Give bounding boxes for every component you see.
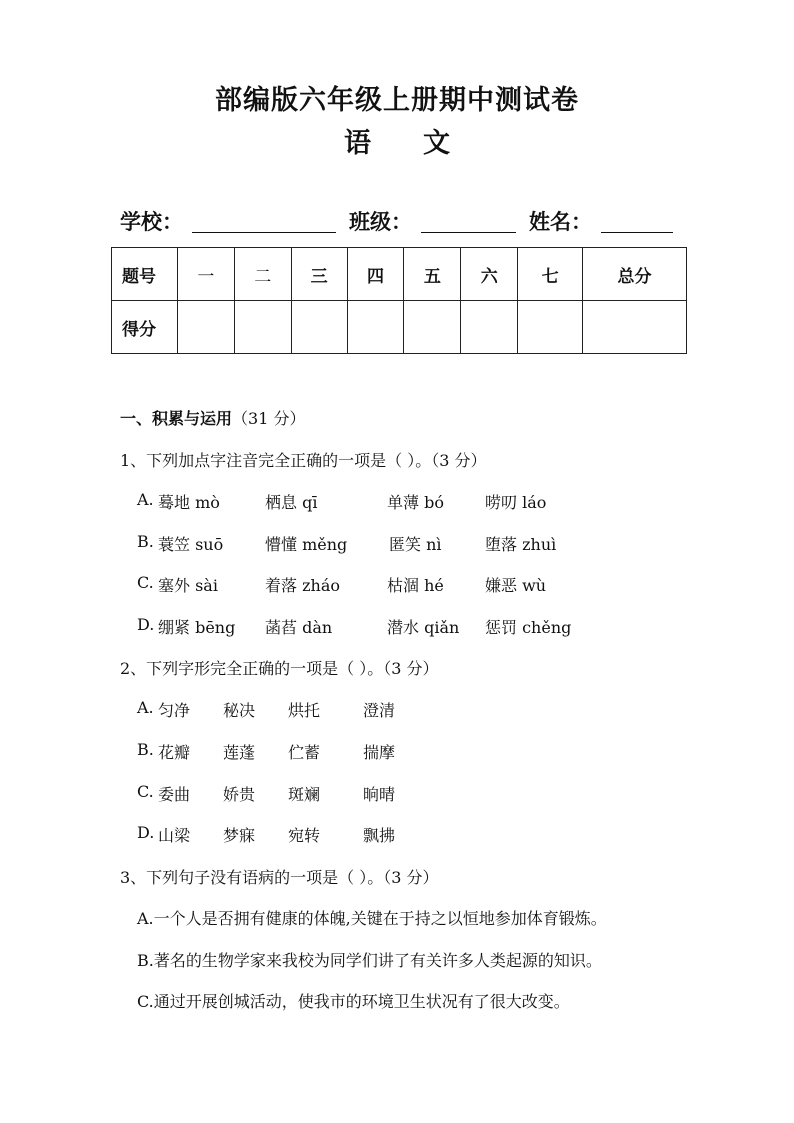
q1-option-item: 嫌恶 wù — [485, 576, 547, 595]
header-cell: 三 — [291, 248, 347, 301]
q2-option-item: 匀净 — [158, 701, 191, 720]
score-cell[interactable] — [234, 301, 291, 354]
header-cell: 七 — [518, 248, 583, 301]
q1-option-item: 单薄 bó — [387, 493, 444, 512]
score-cell[interactable] — [461, 301, 518, 354]
q2-option-label: C. — [137, 782, 154, 801]
exam-title: 部编版六年级上册期中测试卷 — [215, 85, 579, 116]
score-header-row — [112, 248, 687, 301]
question-3-stem: 3、下列句子没有语病的一项是（ ）。（3 分） — [120, 868, 439, 887]
exam-subject — [0, 121, 794, 160]
question-1-stem: 1、下列加点字注音完全正确的一项是（ ）。（3 分） — [120, 451, 487, 470]
q3-option: B.著名的生物学家来我校为同学们讲了有关许多人类起源的知识。 — [137, 951, 602, 970]
q2-option-label: D. — [137, 823, 155, 842]
q2-option-label: B. — [137, 740, 154, 759]
header-cell: 总分 — [583, 248, 687, 301]
score-value-row — [112, 301, 687, 354]
q1-option-item: 唠叨 láo — [485, 493, 547, 512]
q2-option-item: 澄清 — [363, 701, 396, 720]
q2-option-item: 揣摩 — [363, 743, 396, 762]
name-label: 姓名： — [529, 209, 592, 234]
score-cell[interactable] — [347, 301, 404, 354]
header-cell: 六 — [461, 248, 518, 301]
q2-option-item: 晌晴 — [363, 785, 396, 804]
score-cell[interactable] — [291, 301, 347, 354]
q1-option-label: B. — [137, 532, 154, 551]
school-blank[interactable] — [192, 232, 336, 233]
q1-option-item: 蓑笠 suō — [158, 535, 224, 554]
q1-option-label: D. — [137, 615, 155, 634]
q1-option-item: 懵懂 měng — [265, 535, 348, 554]
q3-option: A.一个人是否拥有健康的体魄,关键在于持之以恒地参加体育锻炼。 — [137, 909, 607, 928]
section-title: 一、积累与运用 — [120, 409, 233, 428]
class-blank[interactable] — [421, 232, 516, 233]
q2-option-item: 宛转 — [288, 826, 321, 845]
q2-option-item: 伫蓄 — [288, 743, 321, 762]
q2-option-item: 委曲 — [158, 785, 191, 804]
q1-option-label: A. — [137, 490, 154, 509]
school-label: 学校： — [120, 209, 183, 234]
q2-option-label: A. — [137, 698, 154, 717]
q2-option-item: 山梁 — [158, 826, 191, 845]
class-label: 班级： — [349, 209, 412, 234]
header-cell: 一 — [177, 248, 234, 301]
q2-option-item: 梦寐 — [223, 826, 256, 845]
q1-option-item: 绷紧 bēng — [158, 618, 236, 637]
q2-option-item: 斑斓 — [288, 785, 321, 804]
q1-option-label: C. — [137, 573, 154, 592]
q1-option-item: 潜水 qiǎn — [387, 618, 460, 637]
header-cell: 四 — [347, 248, 404, 301]
score-cell[interactable] — [583, 301, 687, 354]
q1-option-item: 着落 zháo — [265, 576, 340, 595]
q1-option-item: 蓦地 mò — [158, 493, 220, 512]
q3-option: C.通过开展创城活动，使我市的环境卫生状况有了很大改变。 — [137, 992, 570, 1011]
q1-option-item: 栖息 qī — [265, 493, 318, 512]
q1-option-item: 菡萏 dàn — [265, 618, 333, 637]
name-blank[interactable] — [601, 232, 673, 233]
q2-option-item: 秘决 — [223, 701, 256, 720]
q1-option-item: 塞外 sài — [158, 576, 218, 595]
header-cell: 五 — [404, 248, 461, 301]
q2-option-item: 飘拂 — [363, 826, 396, 845]
score-cell[interactable] — [518, 301, 583, 354]
subject-char-1: 语 — [344, 128, 371, 159]
q2-option-item: 莲蓬 — [223, 743, 256, 762]
score-cell[interactable] — [404, 301, 461, 354]
header-cell: 题号 — [112, 248, 178, 301]
score-row-label: 得分 — [112, 301, 178, 354]
subject-char-2: 文 — [423, 128, 450, 159]
question-2-stem: 2、下列字形完全正确的一项是（ ）。（3 分） — [120, 659, 439, 678]
section-heading — [120, 406, 305, 429]
q2-option-item: 娇贵 — [223, 785, 256, 804]
header-cell: 二 — [234, 248, 291, 301]
q1-option-item: 匿笑 nì — [389, 535, 442, 554]
score-table — [111, 247, 687, 354]
q1-option-item: 惩罚 chěng — [485, 618, 572, 637]
score-cell[interactable] — [177, 301, 234, 354]
q1-option-item: 枯涸 hé — [387, 576, 444, 595]
q2-option-item: 花瓣 — [158, 743, 191, 762]
q1-option-item: 堕落 zhuì — [485, 535, 557, 554]
q2-option-item: 烘托 — [288, 701, 321, 720]
section-points: （31 分） — [232, 409, 306, 428]
